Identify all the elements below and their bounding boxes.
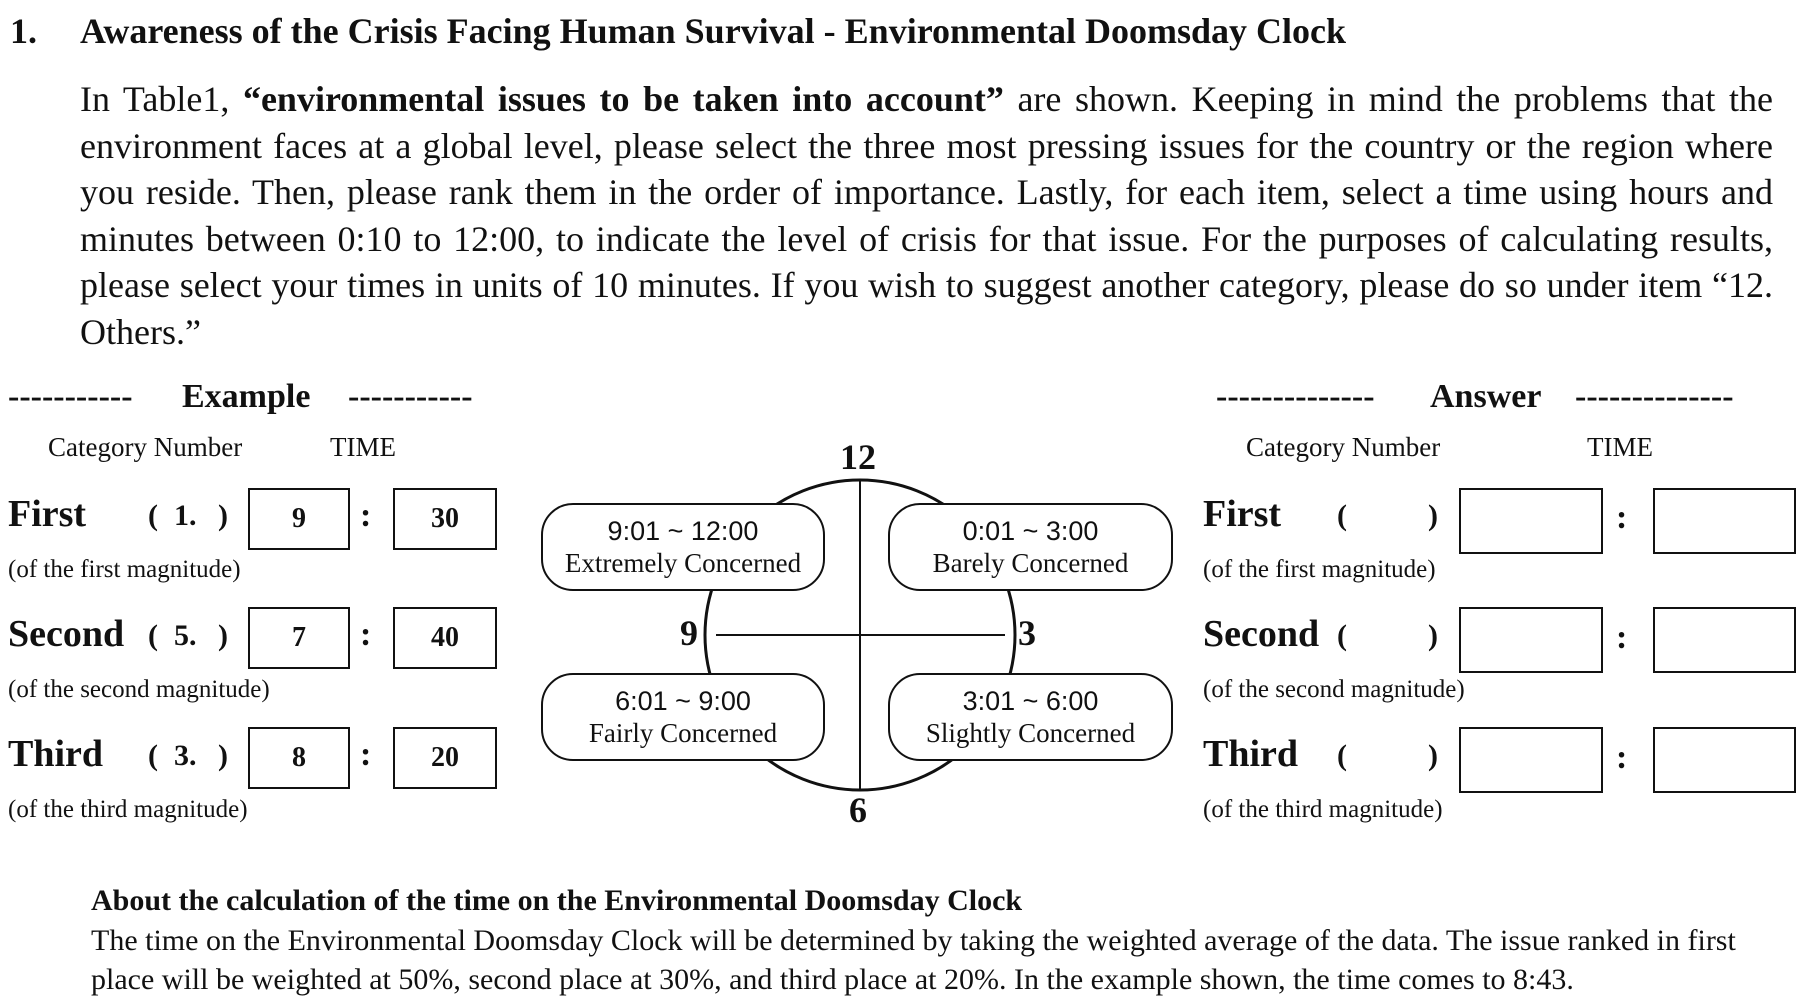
answer-hour-input-third[interactable] [1459,727,1603,793]
answer-paren-close: ) [1428,619,1438,652]
intro-emphasis: “environmental issues to be taken into account” [242,79,1004,119]
quadrant-level: Barely Concerned [932,548,1129,578]
clock-label-12: 12 [840,437,876,477]
answer-minute-input-second[interactable] [1653,607,1796,673]
answer-minute-input-third[interactable] [1653,727,1796,793]
answer-colon: : [1616,619,1628,656]
answer-paren-open: ( [1337,739,1347,772]
example-paren-close: ) [218,619,228,652]
example-colon: : [360,616,372,653]
example-hour-value: 8 [292,742,306,773]
answer-paren-open: ( [1337,499,1347,532]
answer-rank-first: First [1203,493,1282,535]
intro-text-rest: are shown. Keeping in mind the problems that the environment faces at a global level, please select the three most pressing issues for the country or the region where you reside. Then, please rank them in the order of importance. Lastly, for each item, select a time using hours and minutes between 0:10 to 12:00, to indicate the level of crisis for that issue. For the purposes of calculating results, please select your times in units of 10 minutes. If you wish to suggest another category, please do so under item “12. Others.” [80,79,1774,352]
example-col-category: Category Number [48,432,243,462]
example-hour-value: 9 [292,503,306,534]
example-paren-open: ( [148,619,158,652]
answer-paren-open: ( [1337,619,1347,652]
example-minute-value: 20 [431,742,459,773]
example-colon: : [360,497,372,534]
example-header-right-dashes: ----------- [348,378,473,415]
clock-label-9: 9 [680,613,698,653]
intro-text-start: In Table1, [80,79,243,119]
clock-label-6: 6 [849,790,867,830]
answer-paren-close: ) [1428,499,1438,532]
quadrant-range: 6:01 ~ 9:00 [615,686,751,716]
answer-colon: : [1616,739,1628,776]
example-header-left-dashes: ----------- [8,378,133,415]
quadrant-range: 0:01 ~ 3:00 [962,516,1099,546]
example-minute-value: 40 [431,622,459,653]
answer-col-category: Category Number [1246,432,1441,462]
example-sub-third: (of the third magnitude) [8,796,248,823]
example-sub-second: (of the second magnitude) [8,676,270,703]
example-category-second: 5. [174,619,197,652]
clock-label-3: 3 [1018,613,1036,653]
example-paren-close: ) [218,499,228,532]
example-category-third: 3. [174,739,197,772]
quadrant-range: 9:01 ~ 12:00 [607,516,759,546]
answer-sub-first: (of the first magnitude) [1203,556,1436,583]
answer-colon: : [1616,499,1628,536]
answer-paren-close: ) [1428,739,1438,772]
answer-header-left-dashes: -------------- [1216,378,1375,415]
example-colon: : [360,736,372,773]
answer-minute-input-first[interactable] [1653,488,1796,554]
example-header: Example [182,378,311,415]
quadrant-level: Extremely Concerned [564,548,802,578]
note-text: The time on the Environmental Doomsday Clock will be determined by taking the weighted average of the data. The issue ranked in first place will be weighted at 50%, second place at 30%, and third place at 20%. In the example shown, the time comes to 8:43. [91,924,1736,996]
quadrant-level: Slightly Concerned [925,718,1136,748]
note-title: About the calculation of the time on the Environmental Doomsday Clock [91,884,1023,917]
example-category-first: 1. [174,499,197,532]
answer-hour-input-first[interactable] [1459,488,1603,554]
quadrant-fairly-concerned [541,673,825,761]
answer-header-right-dashes: -------------- [1575,378,1734,415]
section-title: Awareness of the Crisis Facing Human Survival - Environmental Doomsday Clock [80,11,1347,51]
quadrant-level: Fairly Concerned [588,718,778,748]
example-hour-value: 7 [292,622,306,653]
answer-header: Answer [1430,378,1542,415]
example-col-time: TIME [330,432,396,462]
example-paren-open: ( [148,739,158,772]
section-number: 1. [10,11,37,51]
quadrant-extremely-concerned [541,503,825,591]
answer-sub-second: (of the second magnitude) [1203,676,1465,703]
quadrant-slightly-concerned [888,673,1173,761]
quadrant-range: 3:01 ~ 6:00 [962,686,1099,716]
example-sub-first: (of the first magnitude) [8,556,241,583]
answer-rank-second: Second [1203,613,1320,655]
answer-col-time: TIME [1587,432,1653,462]
quadrant-barely-concerned [888,503,1173,591]
example-paren-open: ( [148,499,158,532]
example-rank-first: First [8,493,87,535]
example-minute-value: 30 [431,503,459,534]
example-rank-second: Second [8,613,125,655]
answer-sub-third: (of the third magnitude) [1203,796,1443,823]
example-paren-close: ) [218,739,228,772]
answer-rank-third: Third [1203,733,1299,775]
answer-hour-input-second[interactable] [1459,607,1603,673]
example-rank-third: Third [8,733,104,775]
